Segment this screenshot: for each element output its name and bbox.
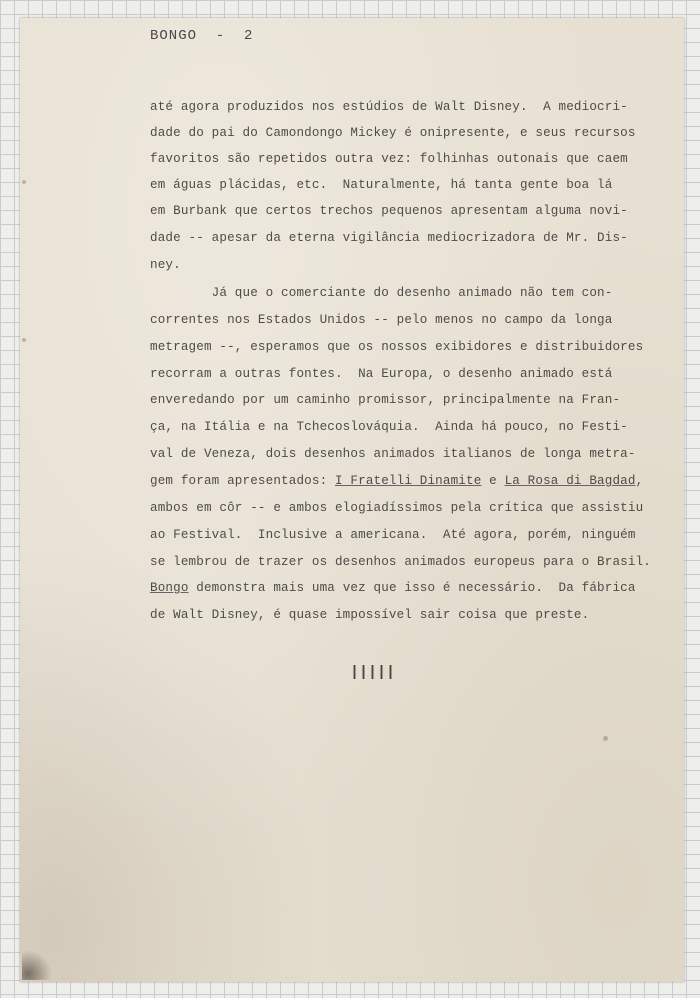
text-line: dade -- apesar da eterna vigilância mediocrizadora de Mr. Dis- [150,231,628,245]
text-line: enveredando por um caminho promissor, principalmente na Fran- [150,393,621,407]
film-title-la-rosa-di-bagdad: La Rosa di Bagdad [504,474,636,488]
text-segment: e [481,474,505,488]
paper-edge-wear [22,950,52,980]
text-line: recorram a outras fontes. Na Europa, o desenho animado está [150,367,613,381]
text-line: ao Festival. Inclusive a americana. Até agora, porém, ninguém [150,528,636,542]
end-mark: ||||| [350,664,396,681]
paper-stain [22,338,26,342]
film-title-bongo: Bongo [150,581,189,595]
text-line: ney. [150,258,181,272]
text-line: metragem --, esperamos que os nossos exibidores e distribuidores [150,340,644,354]
text-line: em águas plácidas, etc. Naturalmente, há tanta gente boa lá [150,178,613,192]
text-line-with-titles [150,474,643,488]
film-title-fratelli-dinamite: I Fratelli Dinamite [334,474,482,488]
text-line: até agora produzidos nos estúdios de Walt Disney. A mediocri- [150,100,628,114]
text-line: ambos em côr -- e ambos elogiadíssimos pela crítica que assistiu [150,501,644,515]
text-line: val de Veneza, dois desenhos animados italianos de longa metra- [150,447,636,461]
paper-stain [603,736,608,741]
text-line: correntes nos Estados Unidos -- pelo menos no campo da longa [150,313,613,327]
text-line: de Walt Disney, é quase impossível sair coisa que preste. [150,608,590,622]
paper-stain [22,180,26,184]
text-segment: , [635,474,644,488]
text-line: Já que o comerciante do desenho animado não tem con- [150,286,613,300]
text-line: favoritos são repetidos outra vez: folhinhas outonais que caem [150,152,628,166]
text-segment: gem foram apresentados: [150,474,335,488]
text-segment: demonstra mais uma vez que isso é necessário. Da fábrica [188,581,636,595]
text-line: se lembrou de trazer os desenhos animados europeus para o Brasil. [150,555,651,569]
text-line-with-title [150,581,636,595]
text-line: dade do pai do Camondongo Mickey é onipresente, e seus recursos [150,126,636,140]
text-line: em Burbank que certos trechos pequenos apresentam alguma novi- [150,204,628,218]
text-line: ça, na Itália e na Tchecoslováquia. Ainda há pouco, no Festi- [150,420,628,434]
page-header: BONGO - 2 [150,28,254,44]
